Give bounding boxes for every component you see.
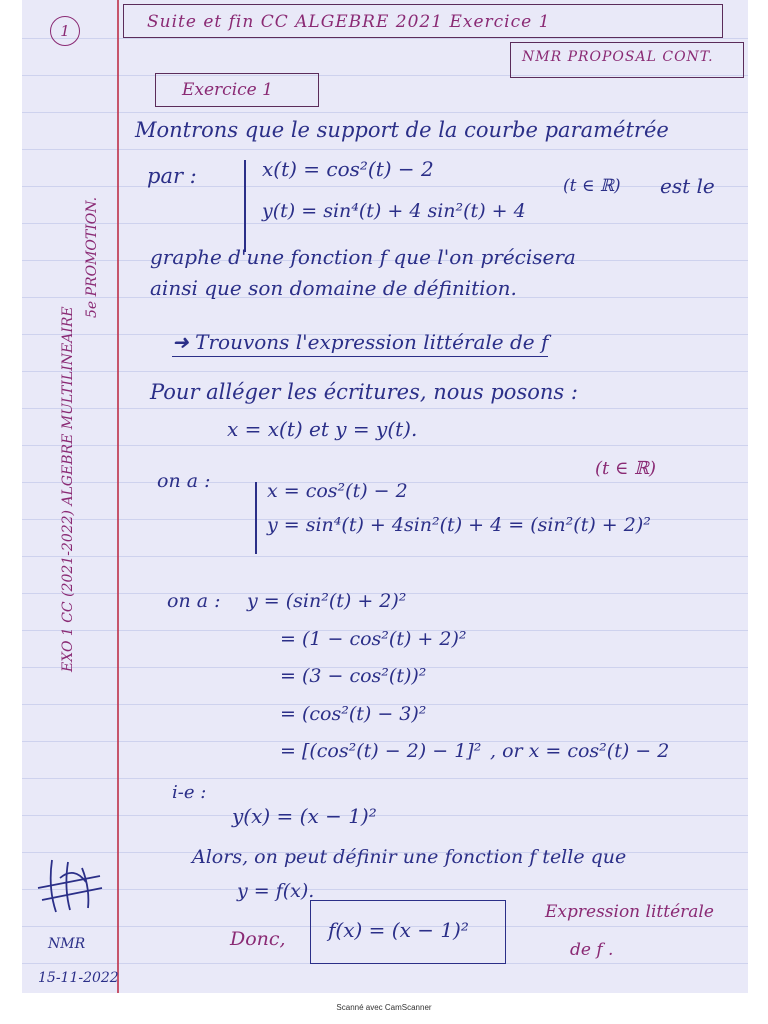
est-le: est le [660,174,715,198]
ruled-line [22,223,748,224]
ruled-line [22,778,748,779]
ruled-line [22,186,748,187]
calc-5: = [(cos²(t) − 2) − 1]² [280,740,482,762]
margin-note-course: EXO 1 CC (2021-2022) ALGEBRE MULTILINEAIRE [60,306,76,672]
ruled-line [22,38,748,39]
param-brace [244,160,246,252]
pour-line-2: x = x(t) et y = y(t). [227,417,418,441]
calc-2: = (1 − cos²(t) + 2)² [280,628,467,650]
system-brace [255,482,257,554]
signature-initials: NMR [48,936,86,952]
step-title-text: Trouvons l'expression littérale de f [195,330,549,354]
donc-label: Donc, [230,928,286,950]
signature-date: 15-11-2022 [38,970,119,986]
system-y: y = sin⁴(t) + 4sin²(t) + 4 = (sin²(t) + 2)² [267,514,651,536]
exercise-title: Exercice 1 [182,80,273,100]
arrow-icon: ➜ [172,330,196,354]
ruled-line [22,889,748,890]
margin-line [117,0,119,993]
ruled-line [22,371,748,372]
ruled-line [22,556,748,557]
param-x: x(t) = cos²(t) − 2 [262,157,434,181]
margin-note-promotion: 5e PROMOTION. [84,196,100,318]
system-x: x = cos²(t) − 2 [267,480,408,502]
ruled-line [22,112,748,113]
param-domain: (t ∈ ℝ) [563,176,621,196]
notebook-page [22,0,748,993]
intro-par: par : [147,164,197,188]
ruled-line [22,815,748,816]
header-subtitle: NMR PROPOSAL CONT. [522,49,714,65]
step-title [172,330,548,357]
intro-line-3: graphe d'une fonction f que l'on précisera [150,245,576,269]
alors-line-2: y = f(x). [237,880,315,902]
calc-4: = (cos²(t) − 3)² [280,703,427,725]
signature-mark [30,848,110,918]
annotation-line-2: de f . [570,940,614,960]
intro-line-1: Montrons que le support de la courbe paramétrée [135,118,669,142]
ruled-line [22,408,748,409]
domain-2: (t ∈ ℝ) [595,458,657,479]
ruled-line [22,445,748,446]
param-y: y(t) = sin⁴(t) + 4 sin²(t) + 4 [262,200,526,222]
scanner-footer: Scanné avec CamScanner [336,1003,432,1012]
y-of-x: y(x) = (x − 1)² [232,804,377,828]
alors-line-1: Alors, on peut définir une fonction f telle que [192,846,627,868]
header-title: Suite et fin CC ALGEBRE 2021 Exercice 1 [147,12,551,32]
final-expression: f(x) = (x − 1)² [328,918,469,942]
on-a-1: on a : [157,470,211,492]
ie-label: i-e : [172,782,207,803]
calc-5-or: , or x = cos²(t) − 2 [490,740,670,762]
calc-1: y = (sin²(t) + 2)² [247,590,407,612]
annotation-line-1: Expression littérale [545,902,714,922]
ruled-line [22,149,748,150]
pour-line-1: Pour alléger les écritures, nous posons : [150,380,578,404]
intro-line-4: ainsi que son domaine de définition. [150,276,517,300]
on-a-2: on a : [167,590,221,612]
calc-3: = (3 − cos²(t))² [280,665,427,687]
page-number: 1 [50,16,80,46]
